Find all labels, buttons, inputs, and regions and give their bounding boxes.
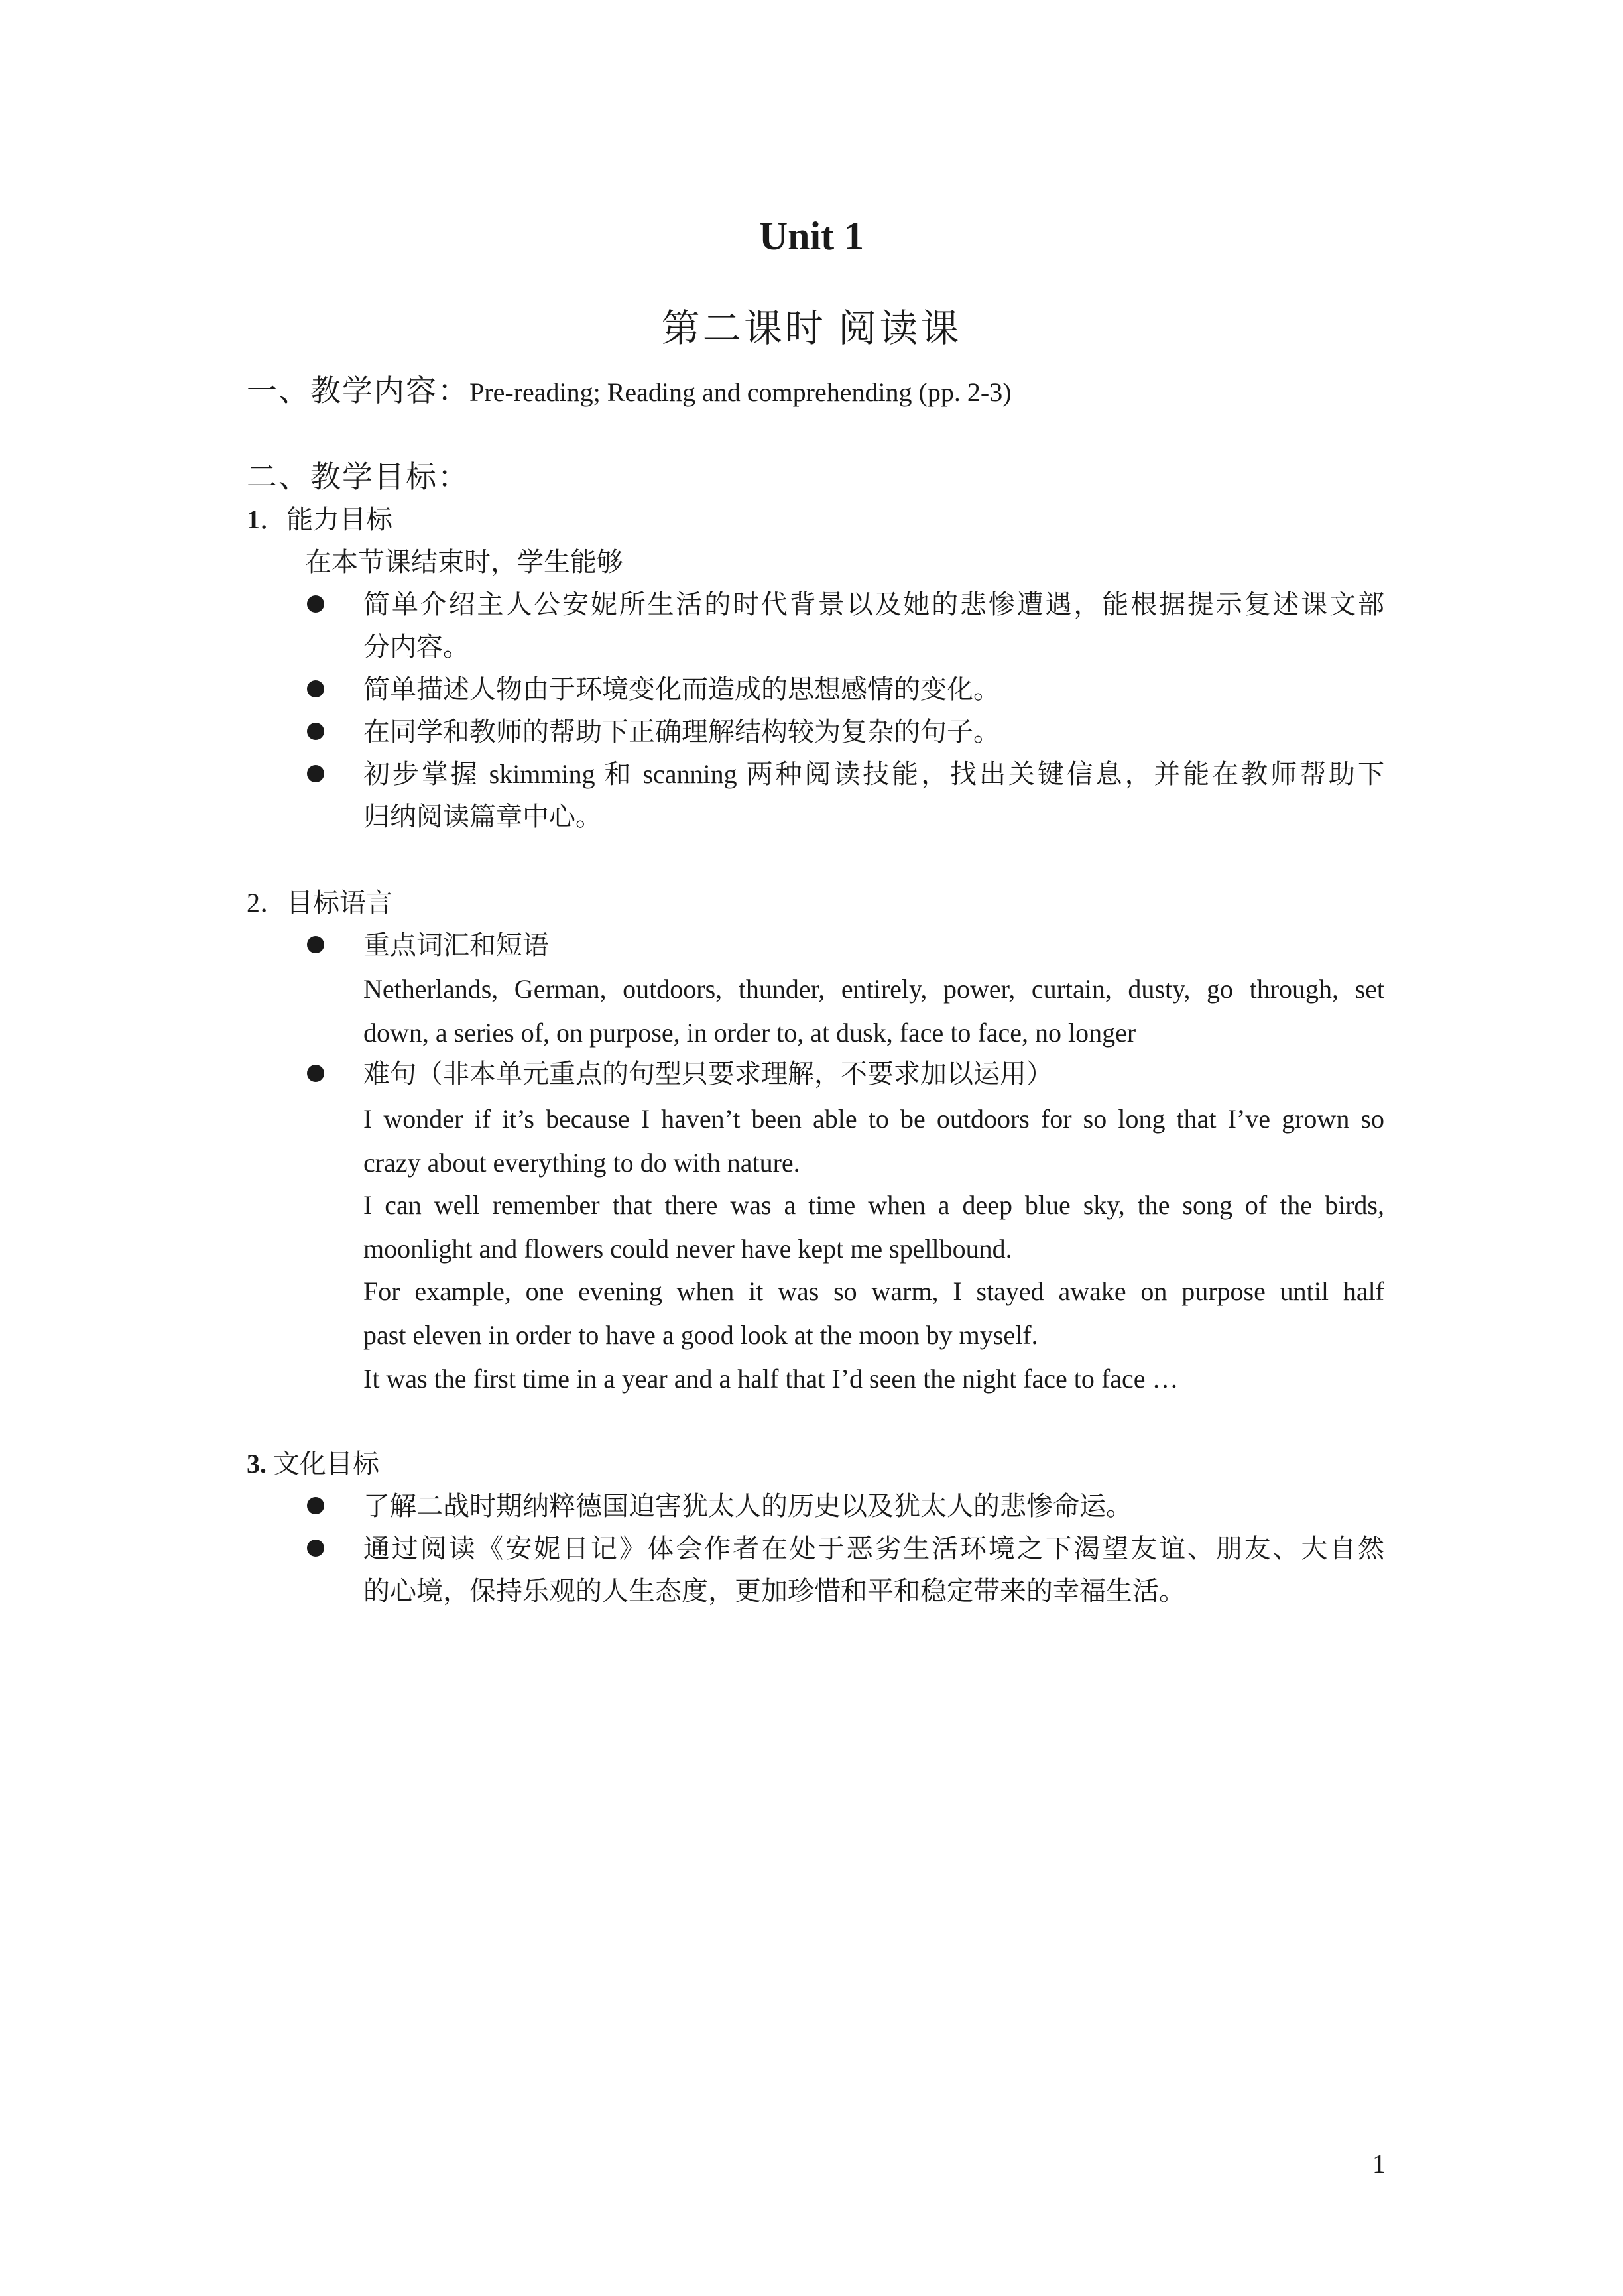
sentence-line-6: past eleven in order to have a good look at the moon by myself. [363, 1320, 1038, 1350]
language-heading-text: ．目标语言 [260, 888, 392, 918]
bullet-icon [307, 936, 324, 953]
culture-bullet-2-line-2: 的心境，保持乐观的人生态度，更加珍惜和平和稳定带来的幸福生活。 [363, 1576, 1185, 1606]
bullet-icon [307, 723, 324, 740]
bullet-icon [307, 1065, 324, 1082]
ability-intro: 在本节课结束时，学生能够 [305, 547, 623, 577]
culture-heading-text: 文化目标 [267, 1449, 379, 1479]
culture-bullet-1: 了解二战时期纳粹德国迫害犹太人的历史以及犹太人的悲惨命运。 [363, 1491, 1132, 1521]
section1-label: 一、教学内容： [247, 374, 469, 408]
sentence-line-2: crazy about everything to do with nature. [363, 1148, 800, 1178]
bullet-icon [307, 1540, 324, 1557]
sentence-line-7: It was the first time in a year and a half that I’d seen the night face to face … [363, 1364, 1179, 1394]
bullet-icon [307, 595, 324, 613]
page-title: Unit 1 [758, 214, 865, 258]
ability-bullet-1-line-1: 简单介绍主人公安妮所生活的时代背景以及她的悲惨遭遇，能根据提示复述课文部 [363, 589, 1384, 619]
bullet-icon [307, 1497, 324, 1514]
bullet-icon [307, 765, 324, 782]
language-heading [247, 887, 392, 919]
ability-bullet-1-line-2: 分内容。 [363, 632, 469, 662]
section1-content: Pre-reading; Reading and comprehending (pp. 2-3) [469, 377, 1012, 407]
ability-bullet-3: 在同学和教师的帮助下正确理解结构较为复杂的句子。 [363, 717, 1000, 747]
page-number: 1 [1372, 2149, 1386, 2179]
ability-heading [247, 504, 392, 536]
sentence-line-3: I can well remember that there was a time when a deep blue sky, the song of the birds, [363, 1190, 1384, 1220]
sentences-label: 难句（非本单元重点的句型只要求理解，不要求加以运用） [363, 1059, 1053, 1089]
ability-heading-text: ．能力目标 [260, 505, 392, 534]
page-subtitle: 第二课时 阅读课 [661, 307, 962, 350]
ability-bullet-4-line-2: 归纳阅读篇章中心。 [363, 802, 602, 831]
sentence-line-4: moonlight and flowers could never have kept me spellbound. [363, 1234, 1012, 1264]
culture-bullet-2-line-1: 通过阅读《安妮日记》体会作者在处于恶劣生活环境之下渴望友谊、朋友、大自然 [363, 1534, 1384, 1563]
culture-heading [247, 1448, 379, 1480]
culture-number: 3. [247, 1449, 267, 1479]
ability-bullet-4-line-1: 初步掌握 skimming 和 scanning 两种阅读技能，找出关键信息，并能在教师帮助下 [363, 759, 1384, 789]
ability-number: 1 [247, 505, 260, 534]
vocab-label: 重点词汇和短语 [363, 930, 549, 960]
vocab-line-1: Netherlands, German, outdoors, thunder, entirely, power, curtain, dusty, go through, set [363, 974, 1384, 1004]
sentence-line-1: I wonder if it’s because I haven’t been able to be outdoors for so long that I’ve grown so [363, 1104, 1384, 1134]
ability-bullet-2: 简单描述人物由于环境变化而造成的思想感情的变化。 [363, 674, 1000, 704]
language-number: 2 [247, 888, 260, 918]
bullet-icon [307, 680, 324, 697]
sentence-line-5: For example, one evening when it was so warm, I stayed awake on purpose until half [363, 1276, 1384, 1306]
section1 [247, 375, 1012, 408]
section2-label: 二、教学目标： [247, 460, 469, 494]
vocab-line-2: down, a series of, on purpose, in order to, at dusk, face to face, no longer [363, 1018, 1136, 1048]
